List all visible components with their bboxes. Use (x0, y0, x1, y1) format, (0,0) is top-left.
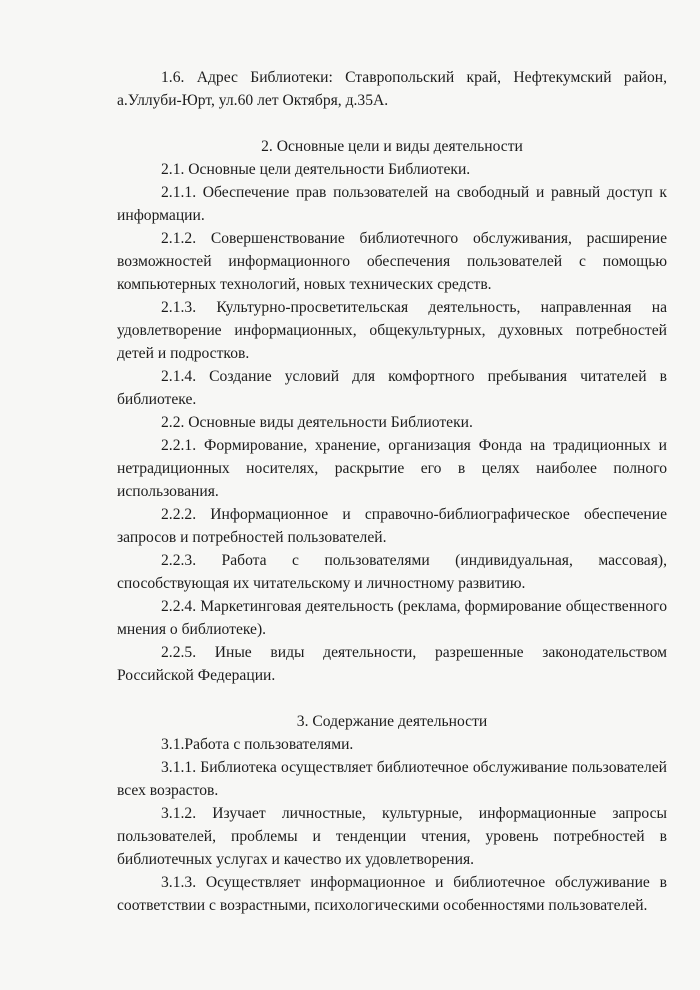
paragraph-2-1-3: 2.1.3. Культурно-просветительская деятельность, направленная на удовлетворение информационных, общекультурных, духовных потребностей детей и подростков. (117, 299, 667, 362)
paragraph-2-1-4: 2.1.4. Создание условий для комфортного пребывания читателей в библиотеке. (117, 368, 667, 408)
paragraph-2-1-2: 2.1.2. Совершенствование библиотечного обслуживания, расширение возможностей информационного обеспечения пользователей с помощью компьютерных технологий, новых технических средств. (117, 230, 667, 293)
section-3-title: 3. Содержание деятельности (296, 713, 488, 730)
paragraph-2-2: 2.2. Основные виды деятельности Библиотеки. (161, 414, 473, 431)
paragraph-2-1: 2.1. Основные цели деятельности Библиотеки. (161, 161, 471, 178)
paragraph-3-1-1: 3.1.1. Библиотека осуществляет библиотечное обслуживание пользователей всех возрастов. (117, 759, 667, 799)
paragraph-1-6: 1.6. Адрес Библиотеки: Ставропольский край, Нефтекумский район, а.Уллуби-Юрт, ул.60 лет Октября, д.35А. (117, 69, 667, 109)
paragraph-2-2-4: 2.2.4. Маркетинговая деятельность (реклама, формирование общественного мнения о библиотеке). (117, 598, 667, 638)
document-body (117, 66, 667, 917)
paragraph-2-2-2: 2.2.2. Информационное и справочно-библиографическое обеспечение запросов и потребностей пользователей. (117, 506, 667, 546)
section-2-title: 2. Основные цели и виды деятельности (261, 138, 523, 155)
paragraph-3-1-3: 3.1.3. Осуществляет информационное и библиотечное обслуживание в соответствии с возрастными, психологическими особенностями пользователей. (117, 874, 667, 914)
paragraph-2-1-1: 2.1.1. Обеспечение прав пользователей на свободный и равный доступ к информации. (117, 184, 667, 224)
paragraph-3-1: 3.1.Работа с пользователями. (161, 736, 354, 753)
paragraph-2-2-5: 2.2.5. Иные виды деятельности, разрешенные законодательством Российской Федерации. (117, 644, 667, 684)
paragraph-2-2-1: 2.2.1. Формирование, хранение, организация Фонда на традиционных и нетрадиционных носителях, раскрытие его в целях наиболее полного использования. (117, 437, 667, 500)
paragraph-3-1-2: 3.1.2. Изучает личностные, культурные, информационные запросы пользователей, проблемы и тенденции чтения, уровень потребностей в библиотечных услугах и качество их удовлетворения. (117, 805, 667, 868)
paragraph-2-2-3: 2.2.3. Работа с пользователями (индивидуальная, массовая), способствующая их читательскому и личностному развитию. (117, 552, 667, 592)
